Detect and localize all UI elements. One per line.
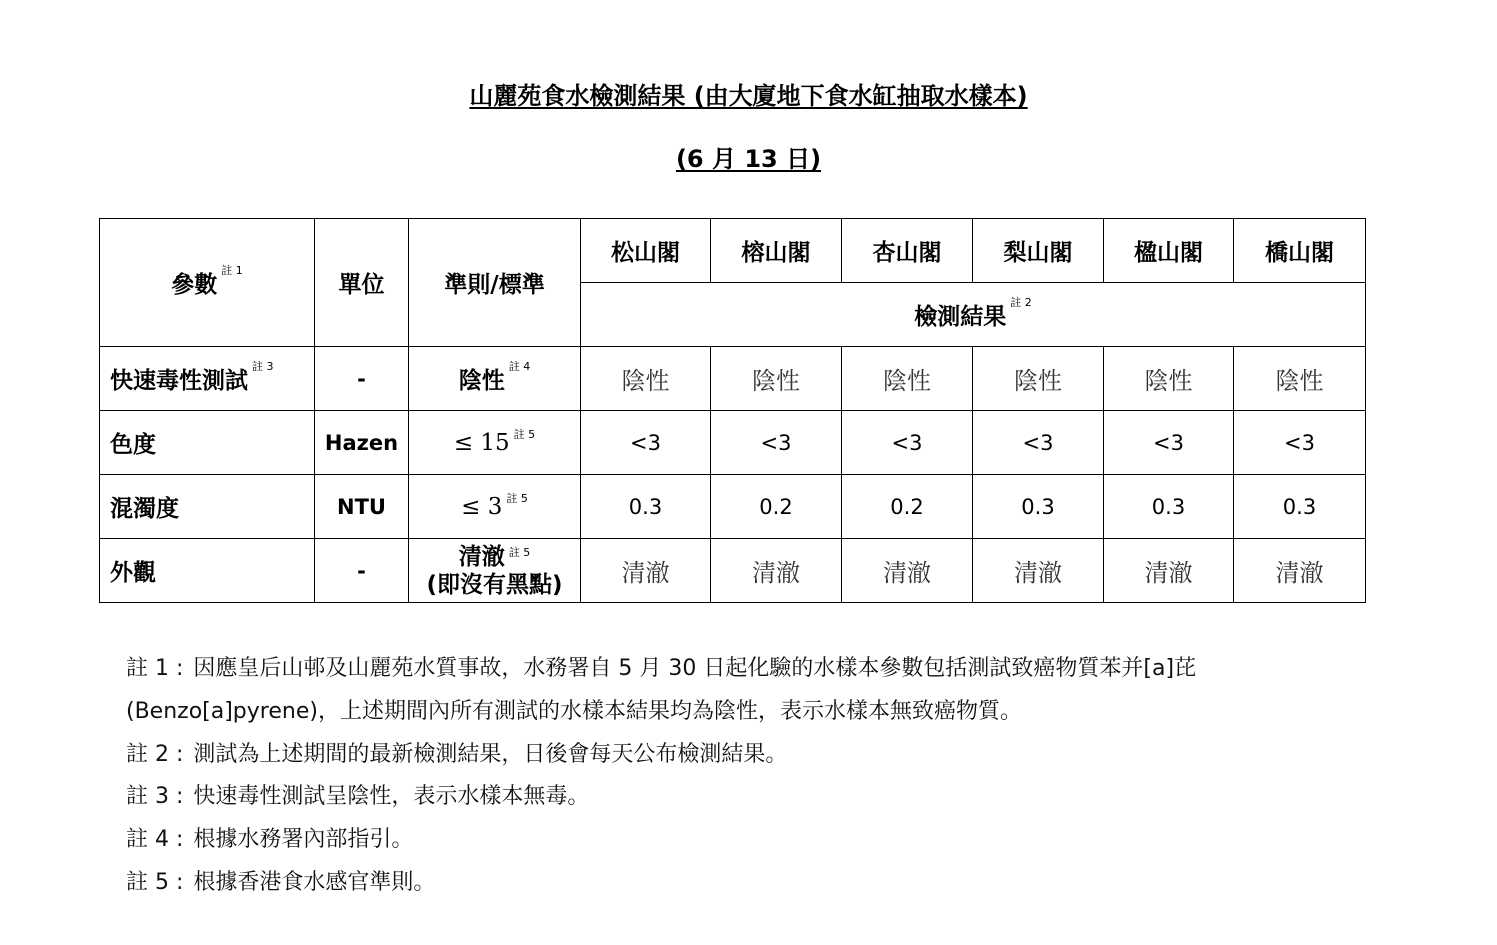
- row-standard: 陰性$^{註 4}$: [409, 347, 581, 411]
- header-parameter: 參數$^{註 1}$: [100, 219, 315, 347]
- row-unit: Hazen: [315, 411, 409, 475]
- footnote: [126, 776, 1386, 819]
- result-cell: <3: [581, 411, 711, 475]
- note-ref: 註 3: [252, 360, 274, 373]
- footnote-label: 註 1 :: [126, 656, 184, 681]
- header-building: 橋山閣: [1234, 219, 1366, 283]
- footnote-continuation: [126, 691, 1386, 734]
- row-unit: NTU: [315, 475, 409, 539]
- table-row: [100, 347, 1366, 411]
- footnote-label: 註 3 :: [126, 784, 184, 810]
- result-cell: 清澈: [1234, 539, 1366, 603]
- note-ref: 註 5: [506, 491, 528, 505]
- result-cell: 清澈: [581, 539, 711, 603]
- result-cell: <3: [1104, 411, 1234, 475]
- footnote-label: 註 5 :: [126, 869, 184, 895]
- footnotes: [126, 648, 1386, 905]
- header-unit: 單位: [315, 219, 409, 347]
- result-cell: 0.2: [711, 475, 842, 539]
- result-cell: 陰性: [1104, 347, 1234, 411]
- result-cell: 陰性: [711, 347, 842, 411]
- footnote-text: 因應皇后山邨及山麗苑水質事故，水務署自 5 月 30 日起化驗的水樣本參數包括測試致癌物質苯并[a]芘: [193, 656, 1197, 681]
- note-ref: 註 1: [221, 264, 243, 277]
- header-building: 榕山閣: [711, 219, 842, 283]
- result-cell: 陰性: [973, 347, 1104, 411]
- note-ref: 註 4: [508, 360, 531, 373]
- footnote-text: 根據水務署內部指引。: [193, 827, 414, 853]
- row-parameter: 外觀: [100, 539, 315, 603]
- report-date: (6 月 13 日): [675, 145, 822, 173]
- footnote-text: 快速毒性測試呈陰性，表示水樣本無毒。: [193, 784, 590, 810]
- row-standard: ≤ 3 $^{註 5}$: [409, 475, 581, 539]
- result-cell: 陰性: [842, 347, 973, 411]
- row-standard: 清澈 $^{註 5}$ (即沒有黑點): [409, 539, 581, 603]
- row-standard: ≤ 15 $^{註 5}$: [409, 411, 581, 475]
- result-cell: 清澈: [1104, 539, 1234, 603]
- result-cell: 0.3: [1234, 475, 1366, 539]
- header-results: 檢測結果$^{註 2}$: [581, 283, 1366, 347]
- row-parameter: 色度: [100, 411, 315, 475]
- table-row: [100, 475, 1366, 539]
- footnote: [126, 734, 1386, 777]
- footnote-text: 測試為上述期間的最新檢測結果，日後會每天公布檢測結果。: [193, 741, 788, 767]
- result-cell: <3: [842, 411, 973, 475]
- result-cell: 陰性: [581, 347, 711, 411]
- result-cell: 0.3: [581, 475, 711, 539]
- footnote: [126, 862, 1386, 905]
- footnote: [126, 819, 1386, 862]
- table-row: [100, 411, 1366, 475]
- note-ref: 註 5: [513, 427, 536, 441]
- results-table: [99, 218, 1366, 603]
- result-cell: 清澈: [711, 539, 842, 603]
- header-row-buildings: [100, 219, 1366, 283]
- result-cell: 0.3: [1104, 475, 1234, 539]
- standard-subtext: (即沒有黑點): [426, 571, 563, 598]
- row-unit: -: [315, 539, 409, 603]
- result-cell: <3: [1234, 411, 1366, 475]
- result-cell: 清澈: [842, 539, 973, 603]
- footnote-label: 註 2 :: [126, 741, 184, 767]
- row-parameter: 混濁度: [100, 475, 315, 539]
- row-parameter: 快速毒性測試$^{註 3}$: [100, 347, 315, 411]
- row-unit: -: [315, 347, 409, 411]
- table-row: [100, 539, 1366, 603]
- footnote: [126, 648, 1386, 691]
- note-ref: 註 2: [1010, 296, 1032, 309]
- result-cell: <3: [973, 411, 1104, 475]
- header-building: 梨山閣: [973, 219, 1104, 283]
- result-cell: 0.3: [973, 475, 1104, 539]
- header-building: 松山閣: [581, 219, 711, 283]
- header-building: 杏山閣: [842, 219, 973, 283]
- result-cell: 清澈: [973, 539, 1104, 603]
- footnote-label: 註 4 :: [126, 827, 184, 853]
- note-ref: 註 5: [508, 545, 531, 559]
- footnote-text: (Benzo[a]pyrene)，上述期間內所有測試的水樣本結果均為陰性，表示水樣本無致癌物質。: [126, 698, 1022, 724]
- footnote-text: 根據香港食水感官準則。: [193, 869, 436, 895]
- page-title: 山麗苑食水檢測結果 (由大廈地下食水缸抽取水樣本): [469, 82, 1028, 110]
- header-building: 楹山閣: [1104, 219, 1234, 283]
- result-cell: 0.2: [842, 475, 973, 539]
- result-cell: <3: [711, 411, 842, 475]
- result-cell: 陰性: [1234, 347, 1366, 411]
- header-standard: 準則/標準: [409, 219, 581, 347]
